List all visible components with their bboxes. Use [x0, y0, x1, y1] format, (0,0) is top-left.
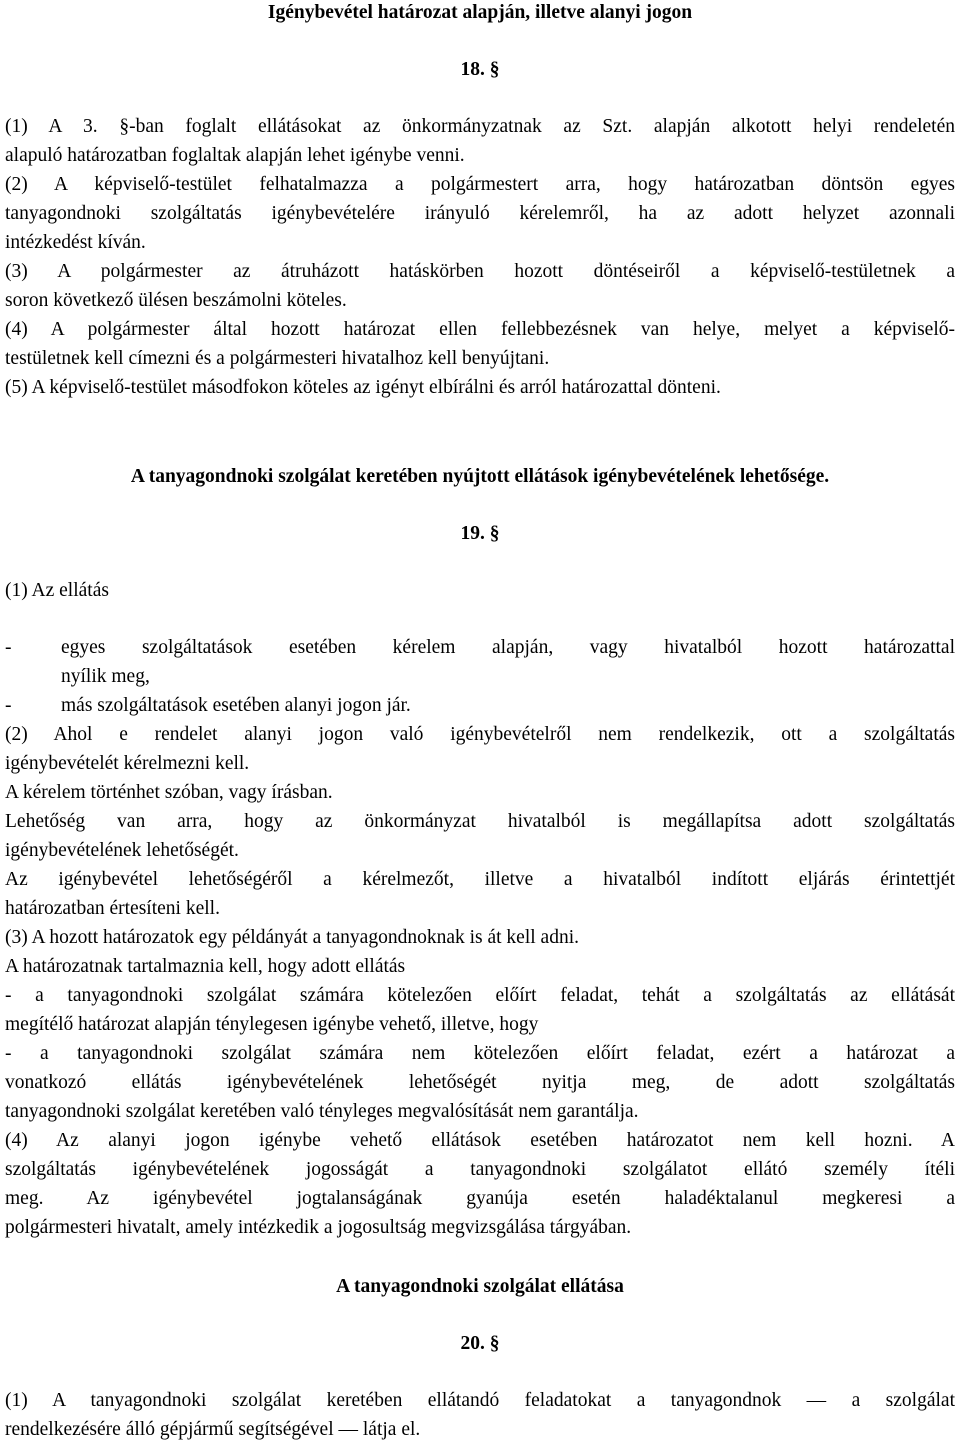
- text-line: (1) A tanyagondnoki szolgálat keretében ellátandó feladatokat a tanyagondnok — a szolgálat: [5, 1390, 955, 1411]
- section-number: 18. §: [460, 59, 500, 80]
- text-line: megítélő határozat alapján ténylegesen igénybe vehető, illetve, hogy: [5, 1014, 539, 1035]
- bullet-list: [5, 633, 955, 720]
- text-line: (5) A képviselő-testület másodfokon köteles az igényt elbírálni és arról határozattal dönteni.: [5, 377, 721, 398]
- text-line: igénybevételének lehetőségét.: [5, 840, 239, 861]
- text-line: Az igénybevétel lehetőségéről a kérelmezőt, illetve a hivatalból indított eljárás érintettjét: [5, 869, 955, 890]
- text-line: vonatkozó ellátás igénybevételének lehetőségét nyitja meg, de adott szolgáltatás: [5, 1072, 955, 1093]
- text-line: (2) Ahol e rendelet alanyi jogon való igénybevételről nem rendelkezik, ott a szolgáltatás: [5, 724, 955, 745]
- list-item-text: más szolgáltatások esetében alanyi jogon jár.: [61, 695, 411, 716]
- section-19: [5, 462, 955, 1242]
- text-line: alapuló határozatban foglaltak alapján lehet igénybe venni.: [5, 145, 465, 166]
- text-line: - a tanyagondnoki szolgálat számára kötelezően előírt feladat, tehát a szolgáltatás az ellátását: [5, 985, 955, 1006]
- text-line: A kérelem történhet szóban, vagy írásban.: [5, 782, 333, 803]
- text-line: testületnek kell címezni és a polgármesteri hivatalhoz kell benyújtani.: [5, 348, 550, 369]
- list-item: [5, 691, 955, 720]
- section-18: [5, 0, 955, 402]
- text-line: soron következő ülésen beszámolni köteles.: [5, 290, 347, 311]
- text-line: igénybevételét kérelmezni kell.: [5, 753, 250, 774]
- section-20: [5, 1272, 955, 1444]
- list-item-continuation: nyílik meg,: [61, 666, 150, 687]
- text-line: A határozatnak tartalmaznia kell, hogy adott ellátás: [5, 956, 406, 977]
- text-line: szolgáltatás igénybevételének jogosságát a tanyagondnoki szolgálatot ellátó személy ítéli: [5, 1159, 955, 1180]
- text-line: intézkedést kíván.: [5, 232, 146, 253]
- text-line: (1) A 3. §-ban foglalt ellátásokat az önkormányzatnak az Szt. alapján alkotott helyi rendeletén: [5, 116, 955, 137]
- dash-marker: -: [5, 695, 12, 716]
- text-line: - a tanyagondnoki szolgálat számára nem kötelezően előírt feladat, ezért a határozat a: [5, 1043, 955, 1064]
- list-item-text: egyes szolgáltatások esetében kérelem alapján, vagy hivatalból hozott határozattal: [61, 637, 955, 658]
- list-item: [5, 633, 955, 662]
- text-line: határozatban értesíteni kell.: [5, 898, 220, 919]
- text-line: (3) A polgármester az átruházott hatáskörben hozott döntéseiről a képviselő-testületnek a: [5, 261, 955, 282]
- text-line: (4) Az alanyi jogon igénybe vehető ellátások esetében határozatot nem kell hozni. A: [5, 1130, 955, 1151]
- text-line: tanyagondnoki szolgáltatás igénybevételére irányuló kérelemről, ha az adott helyzet azonnali: [5, 203, 955, 224]
- text-line: polgármesteri hivatalt, amely intézkedik a jogosultság megvizsgálása tárgyában.: [5, 1217, 632, 1238]
- dash-marker: -: [5, 637, 12, 658]
- text-line: tanyagondnoki szolgálat keretében való tényleges megvalósítását nem garantálja.: [5, 1101, 639, 1122]
- section-number: 19. §: [460, 523, 500, 544]
- section-number: 20. §: [460, 1333, 500, 1354]
- section-heading: Igénybevétel határozat alapján, illetve alanyi jogon: [267, 2, 693, 23]
- text-line: meg. Az igénybevétel jogtalanságának gyanúja esetén haladéktalanul megkeresi a: [5, 1188, 955, 1209]
- text-line: (2) A képviselő-testület felhatalmazza a polgármestert arra, hogy határozatban döntsön egyes: [5, 174, 955, 195]
- section-body: [5, 1386, 955, 1444]
- text-line: rendelkezésére álló gépjármű segítségével — látja el.: [5, 1419, 421, 1440]
- section-heading: A tanyagondnoki szolgálat keretében nyújtott ellátások igénybevételének lehetősége.: [130, 466, 830, 487]
- text-line: Lehetőség van arra, hogy az önkormányzat hivatalból is megállapítsa adott szolgáltatás: [5, 811, 955, 832]
- section-body: [5, 720, 955, 1242]
- section-heading: A tanyagondnoki szolgálat ellátása: [336, 1276, 624, 1297]
- text-line: (3) A hozott határozatok egy példányát a tanyagondnoknak is át kell adni.: [5, 927, 579, 948]
- section-body: [5, 112, 955, 402]
- paragraph-intro: (1) Az ellátás: [5, 580, 109, 601]
- text-line: (4) A polgármester által hozott határozat ellen fellebbezésnek van helye, melyet a képviselő-: [5, 319, 955, 340]
